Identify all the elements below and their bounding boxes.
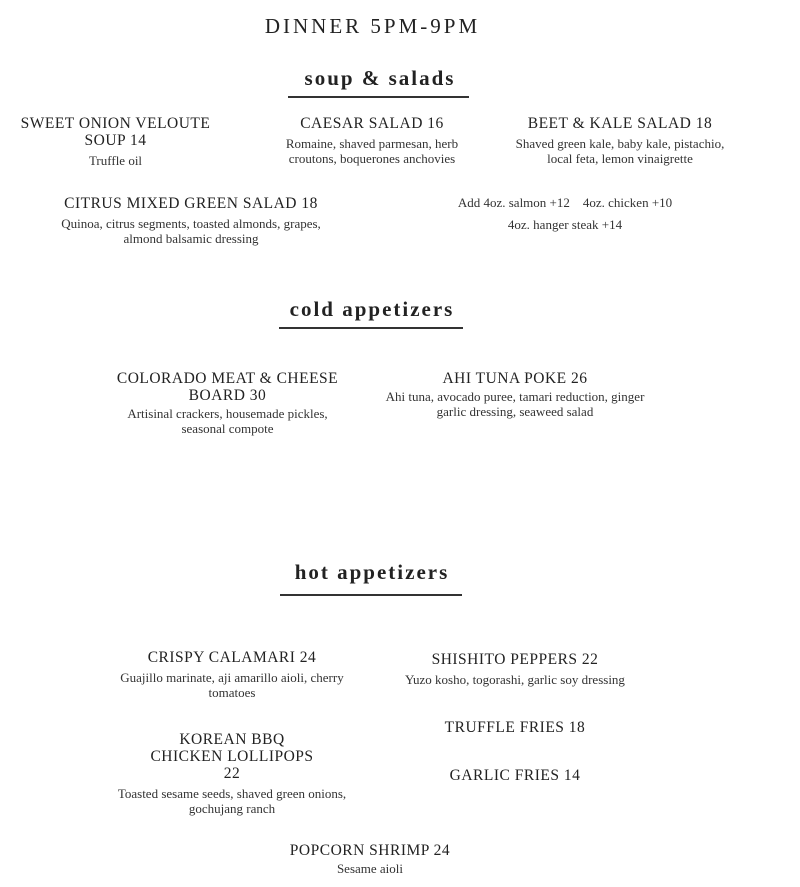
item-name: GARLIC FRIES 14 xyxy=(449,767,581,784)
item-description: Artisinal crackers, housemade pickles, seasonal compote xyxy=(127,406,328,436)
menu-item xyxy=(35,195,347,246)
item-name: POPCORN SHRIMP 24 xyxy=(289,842,451,859)
section-heading-soup-salads: soup & salads xyxy=(304,66,456,90)
item-description: Quinoa, citrus segments, toasted almonds, grapes, almond balsamic dressing xyxy=(61,216,321,246)
menu-item xyxy=(250,842,490,876)
item-description: Romaine, shaved parmesan, herb croutons, boquerones anchovies xyxy=(285,136,459,166)
add-ons-line: Add 4oz. salmon +12 4oz. chicken +10 xyxy=(457,195,673,210)
item-name: CAESAR SALAD 16 xyxy=(300,115,444,132)
item-name: KOREAN BBQ CHICKEN LOLLIPOPS 22 xyxy=(150,731,314,782)
menu-item xyxy=(380,370,650,419)
section-heading-cold-appetizers: cold appetizers xyxy=(289,297,455,321)
menu-title: DINNER 5PM-9PM xyxy=(264,14,481,38)
item-description: Toasted sesame seeds, shaved green onions, gochujang ranch xyxy=(117,786,347,816)
item-name: TRUFFLE FRIES 18 xyxy=(444,719,586,736)
item-description: Guajillo marinate, aji amarillo aioli, cherry tomatoes xyxy=(120,670,344,700)
add-ons-line: 4oz. hanger steak +14 xyxy=(507,217,623,232)
item-description: Shaved green kale, baby kale, pistachio, local feta, lemon vinaigrette xyxy=(515,136,725,166)
menu-item xyxy=(505,115,735,166)
menu-item xyxy=(92,649,372,700)
menu-item xyxy=(400,719,630,736)
add-ons xyxy=(430,192,700,236)
item-description: Truffle oil xyxy=(88,153,143,168)
section-heading-hot-appetizers: hot appetizers xyxy=(294,560,450,584)
menu-item xyxy=(262,115,482,166)
item-description: Yuzo kosho, togorashi, garlic soy dressing xyxy=(405,672,625,687)
menu-item xyxy=(8,115,223,168)
menu-item xyxy=(105,370,350,436)
section-divider xyxy=(280,594,462,596)
section-divider xyxy=(288,96,469,98)
item-description: Ahi tuna, avocado puree, tamari reduction, ginger garlic dressing, seaweed salad xyxy=(385,389,645,419)
item-name: AHI TUNA POKE 26 xyxy=(442,370,588,387)
item-name: CRISPY CALAMARI 24 xyxy=(147,649,317,666)
menu-item xyxy=(380,651,650,687)
item-name: CITRUS MIXED GREEN SALAD 18 xyxy=(64,195,318,212)
item-name: SWEET ONION VELOUTE SOUP 14 xyxy=(20,115,211,149)
section-divider xyxy=(279,327,463,329)
item-name: BEET & KALE SALAD 18 xyxy=(527,115,713,132)
item-name: COLORADO MEAT & CHEESE BOARD 30 xyxy=(116,370,339,404)
menu-item xyxy=(400,767,630,784)
menu-item xyxy=(92,731,372,816)
item-name: SHISHITO PEPPERS 22 xyxy=(431,651,599,668)
item-description: Sesame aioli xyxy=(336,861,404,876)
